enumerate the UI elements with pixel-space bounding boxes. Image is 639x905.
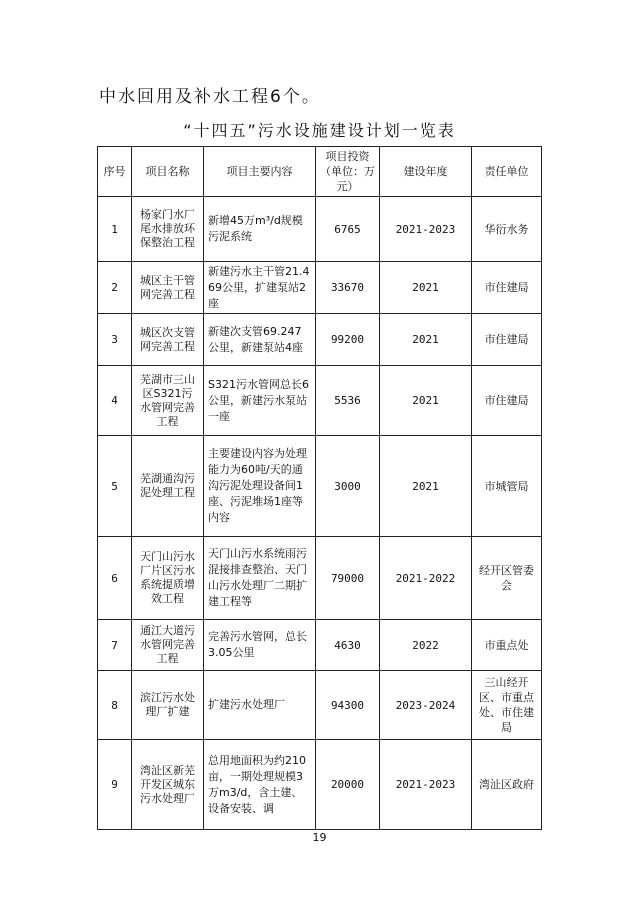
row-name: 城区次支管网完善工程 <box>132 314 204 366</box>
row-no: 7 <box>98 620 132 671</box>
row-no: 1 <box>98 197 132 262</box>
row-invest: 99200 <box>316 314 380 366</box>
row-no: 8 <box>98 671 132 740</box>
row-no: 5 <box>98 436 132 537</box>
row-year: 2021 <box>380 366 472 436</box>
header-invest: 项目投资（单位：万元） <box>316 147 380 197</box>
row-no: 6 <box>98 537 132 620</box>
row-name: 杨家门水厂尾水排放环保整治工程 <box>132 197 204 262</box>
row-name: 天门山污水厂片区污水系统提质增效工程 <box>132 537 204 620</box>
row-content: 新建污水主干管21.469公里，扩建泵站2座 <box>204 262 316 314</box>
row-name: 湾沚区新芜开发区城东污水处理厂 <box>132 740 204 830</box>
construction-plan-table <box>97 146 542 830</box>
table-row <box>98 436 542 537</box>
row-no: 4 <box>98 366 132 436</box>
row-year: 2021 <box>380 314 472 366</box>
row-year: 2021-2023 <box>380 740 472 830</box>
row-invest: 33670 <box>316 262 380 314</box>
row-content: 主要建设内容为处理能力为60吨/天的通沟污泥处理设备间1座、污泥堆场1座等内容 <box>204 436 316 537</box>
table-row <box>98 620 542 671</box>
row-year: 2021 <box>380 436 472 537</box>
table-row <box>98 366 542 436</box>
row-name: 城区主干管网完善工程 <box>132 262 204 314</box>
row-content: 新增45万m³/d规模污泥系统 <box>204 197 316 262</box>
header-unit: 责任单位 <box>472 147 542 197</box>
row-unit: 市住建局 <box>472 262 542 314</box>
row-content: 天门山污水系统雨污混接排查整治、天门山污水处理厂二期扩建工程等 <box>204 537 316 620</box>
row-no: 2 <box>98 262 132 314</box>
row-unit: 三山经开区、市重点处、市住建局 <box>472 671 542 740</box>
row-no: 3 <box>98 314 132 366</box>
row-year: 2022 <box>380 620 472 671</box>
row-content: 总用地面积为约210亩，一期处理规模3万m3/d，含土建、设备安装、调 <box>204 740 316 830</box>
row-year: 2021-2023 <box>380 197 472 262</box>
row-unit: 湾沚区政府 <box>472 740 542 830</box>
row-unit: 市重点处 <box>472 620 542 671</box>
row-unit: 华衍水务 <box>472 197 542 262</box>
row-year: 2021 <box>380 262 472 314</box>
header-name: 项目名称 <box>132 147 204 197</box>
row-invest: 5536 <box>316 366 380 436</box>
row-name: 芜湖市三山区S321污水管网完善工程 <box>132 366 204 436</box>
table-row <box>98 740 542 830</box>
row-content: 完善污水管网，总长3.05公里 <box>204 620 316 671</box>
row-content: S321污水管网总长6公里，新建污水泵站一座 <box>204 366 316 436</box>
row-invest: 6765 <box>316 197 380 262</box>
row-invest: 79000 <box>316 537 380 620</box>
row-unit: 市住建局 <box>472 366 542 436</box>
row-name: 芜湖通沟污泥处理工程 <box>132 436 204 537</box>
row-unit: 市城管局 <box>472 436 542 537</box>
header-content: 项目主要内容 <box>204 147 316 197</box>
row-unit: 经开区管委会 <box>472 537 542 620</box>
header-no: 序号 <box>98 147 132 197</box>
intro-line: 中水回用及补水工程6个。 <box>99 87 321 107</box>
table-title: “十四五”污水设施建设计划一览表 <box>183 121 456 140</box>
table-row <box>98 262 542 314</box>
table-row <box>98 197 542 262</box>
row-invest: 3000 <box>316 436 380 537</box>
table-row <box>98 671 542 740</box>
row-year: 2023-2024 <box>380 671 472 740</box>
row-content: 扩建污水处理厂 <box>204 671 316 740</box>
table-row <box>98 537 542 620</box>
table-row <box>98 314 542 366</box>
row-content: 新建次支管69.247公里，新建泵站4座 <box>204 314 316 366</box>
row-no: 9 <box>98 740 132 830</box>
row-invest: 4630 <box>316 620 380 671</box>
row-name: 通江大道污水管网完善工程 <box>132 620 204 671</box>
row-name: 滨江污水处理厂扩建 <box>132 671 204 740</box>
row-invest: 94300 <box>316 671 380 740</box>
row-unit: 市住建局 <box>472 314 542 366</box>
header-row <box>98 147 542 197</box>
page-number: 19 <box>312 831 327 844</box>
row-year: 2021-2022 <box>380 537 472 620</box>
row-invest: 20000 <box>316 740 380 830</box>
header-year: 建设年度 <box>380 147 472 197</box>
